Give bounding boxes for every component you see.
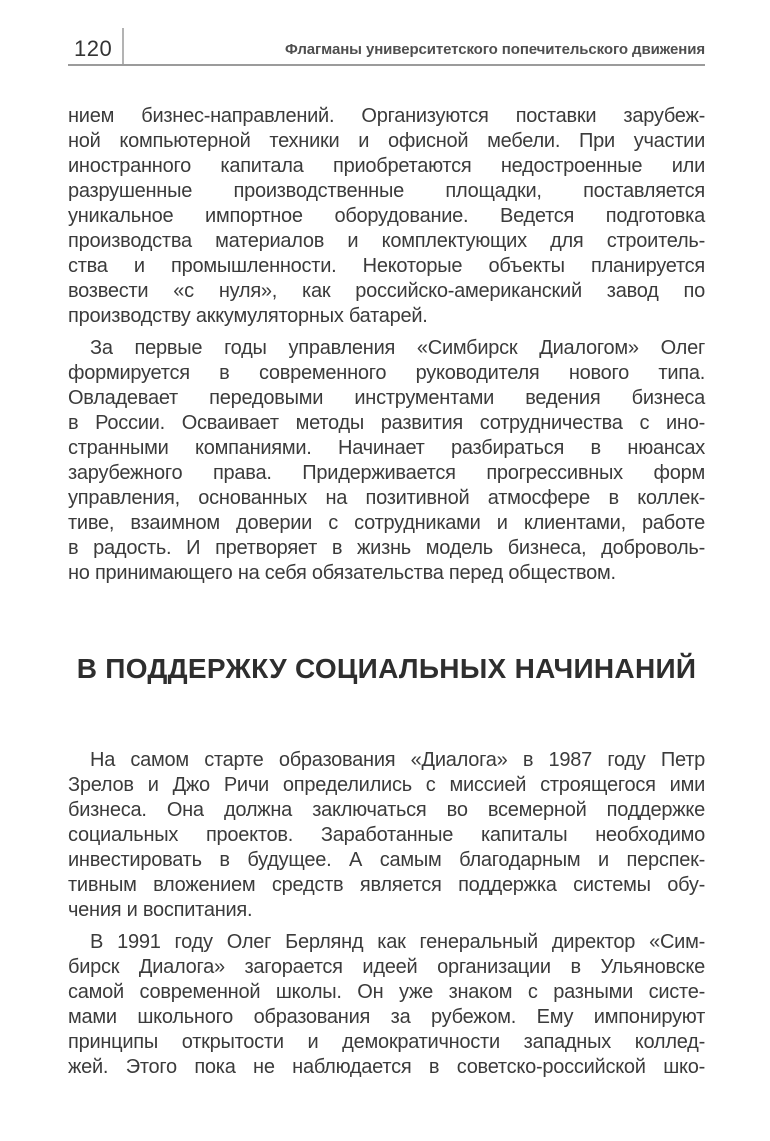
text-line: самой современной школы. Он уже знаком с разными систе- [68,981,705,1003]
paragraph [68,104,705,329]
text-line: зарубежного права. Придерживается прогрессивных форм [68,462,705,484]
text-line: чения и воспитания. [68,899,253,921]
text-line: производства материалов и комплектующих для строитель- [68,230,705,252]
page-body [68,104,705,1087]
text-line: уникальное импортное оборудование. Ведется подготовка [68,205,705,227]
text-line: Овладевает передовыми инструментами ведения бизнеса [68,387,705,409]
text-line: управления, основанных на позитивной атмосфере в коллек- [68,487,705,509]
text-line: тиве, взаимном доверии с сотрудниками и клиентами, работе [68,512,705,534]
text-line: жей. Этого пока не наблюдается в советско-российской шко- [68,1056,705,1078]
text-line: разрушенные производственные площадки, поставляется [68,180,705,202]
text-line: иностранного капитала приобретаются недостроенные или [68,155,705,177]
text-line: инвестировать в будущее. А самым благодарным и перспек- [68,849,705,871]
text-line: возвести «с нуля», как российско-американский завод по [68,280,705,302]
text-line: в России. Осваивает методы развития сотрудничества с ино- [68,412,705,434]
text-line: В 1991 году Олег Берлянд как генеральный директор «Сим- [90,931,705,953]
text-line: ной компьютерной техники и офисной мебели. При участии [68,130,705,152]
page-number: 120 [74,36,113,61]
text-line: социальных проектов. Заработанные капиталы необходимо [68,824,705,846]
paragraph [68,748,705,923]
text-line: формируется в современного руководителя нового типа. [68,362,705,384]
section-heading: В ПОДДЕРЖКУ СОЦИАЛЬНЫХ НАЧИНАНИЙ [76,653,697,684]
text-line: Зрелов и Джо Ричи определились с миссией строящегося ими [68,774,705,796]
text-line: На самом старте образования «Диалога» в 1987 году Петр [90,749,705,771]
text-line: странными компаниями. Начинает разбираться в нюансах [68,437,705,459]
text-line: ства и промышленности. Некоторые объекты планируется [68,255,705,277]
text-line: бизнеса. Она должна заключаться во всемерной поддержке [68,799,705,821]
text-line: мами школьного образования за рубежом. Ему импонируют [68,1006,705,1028]
paragraph [68,336,705,586]
text-line: бирск Диалога» загорается идеей организации в Ульяновске [68,956,705,978]
text-line: производству аккумуляторных батарей. [68,305,428,327]
text-line: нием бизнес-направлений. Организуются поставки зарубеж- [68,105,705,127]
text-line: в радость. И претворяет в жизнь модель бизнеса, доброволь- [68,537,705,559]
text-line: За первые годы управления «Симбирск Диалогом» Олег [90,337,705,359]
running-title: Флагманы университетского попечительского движения [285,41,705,58]
paragraph [68,930,705,1080]
text-line: тивным вложением средств является поддержка системы обу- [68,874,705,896]
text-line: принципы открытости и демократичности западных коллед- [68,1031,705,1053]
page-header [68,0,705,66]
text-line: но принимающего на себя обязательства перед обществом. [68,562,616,584]
